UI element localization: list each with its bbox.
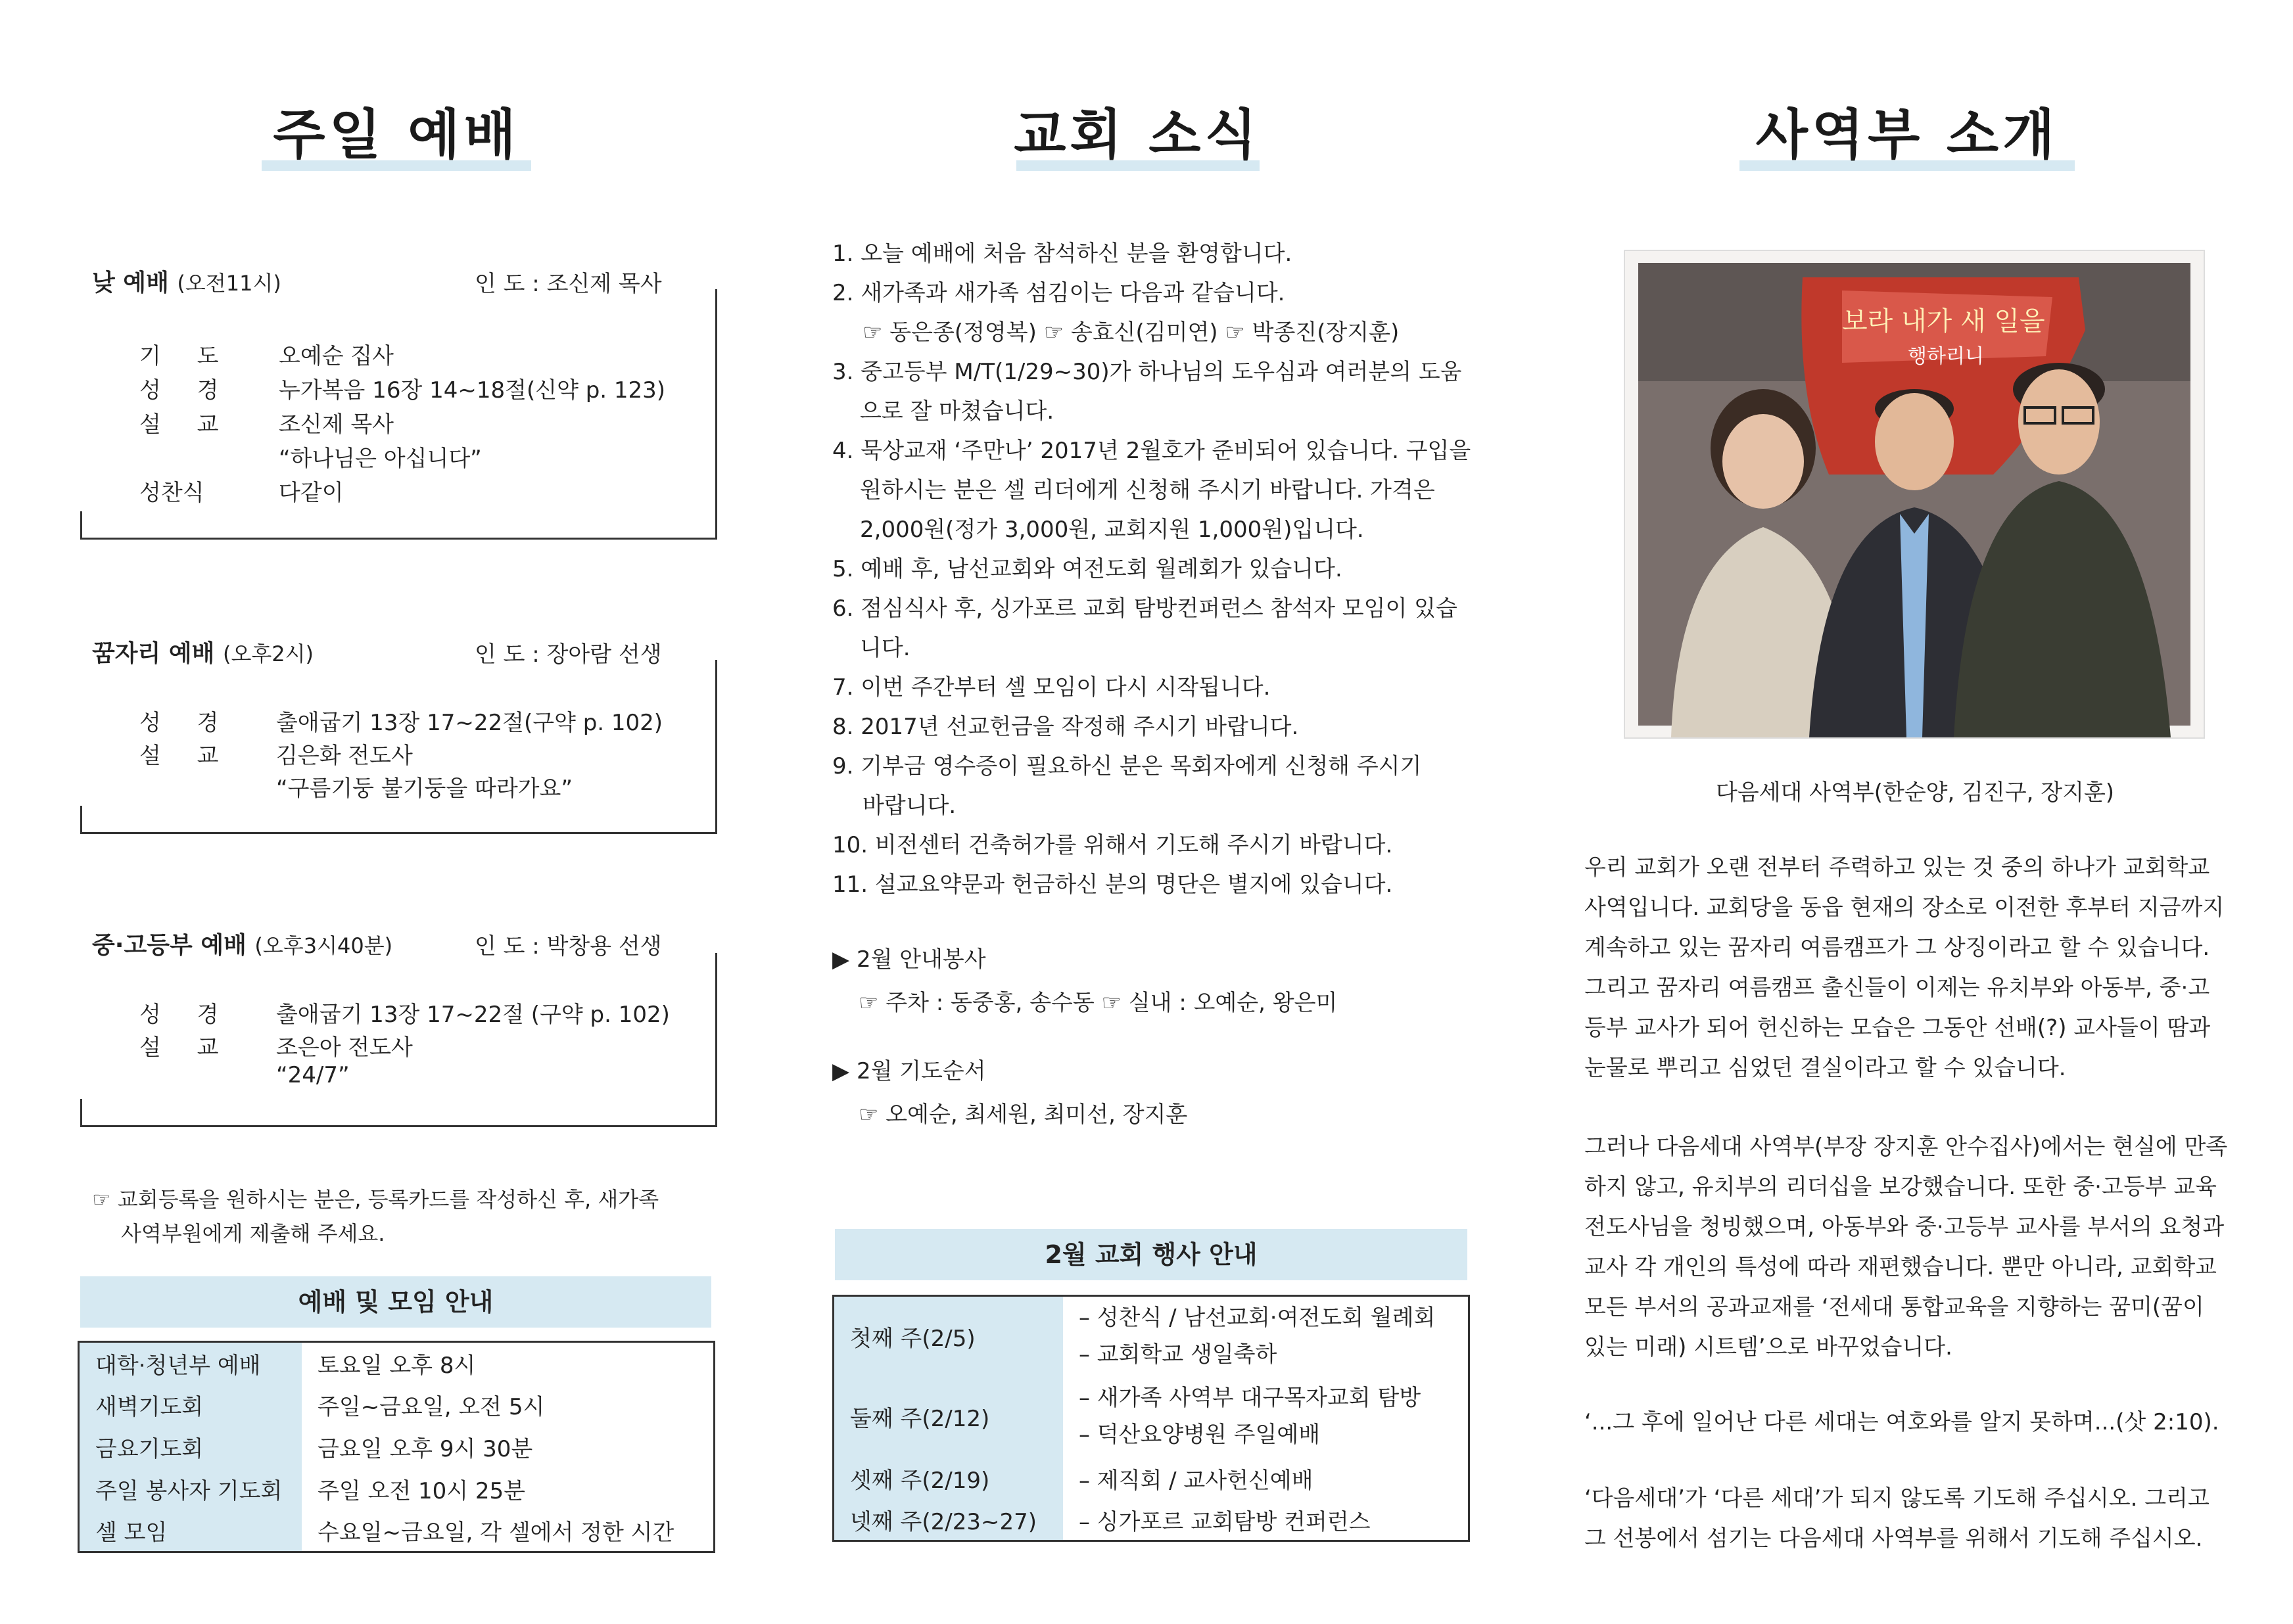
paragraph-line: 교사 각 개인의 특성에 따라 재편했습니다. 뿐만 아니라, 교회학교 — [1584, 1254, 2217, 1280]
service-1-value-5: 다같이 — [279, 480, 344, 506]
paragraph-line: 하지 않고, 유치부의 리더십을 보강했습니다. 또한 중·고등부 교육 — [1584, 1174, 2217, 1200]
news-item: 니다. — [860, 635, 910, 661]
meetings-table — [78, 1341, 715, 1553]
paragraph-line: 등부 교사가 되어 헌신하는 모습은 그동안 선배(?) 교사들이 땀과 — [1584, 1015, 2211, 1041]
meeting-name: 셀 모임 — [79, 1510, 302, 1552]
event-items — [1063, 1376, 1469, 1457]
service-1-value-2: 누가복음 16장 14~18절(신약 p. 123) — [279, 377, 666, 404]
paragraph-line: 그 선봉에서 섬기는 다음세대 사역부를 위해서 기도해 주십시오. — [1584, 1525, 2203, 1552]
paragraph-line: 전도사님을 청빙했으며, 아동부와 중·고등부 교사를 부서의 요청과 — [1584, 1214, 2225, 1240]
event-item: – 제직회 / 교사헌신예배 — [1079, 1467, 1313, 1494]
right-column-title: 사역부 소개 — [1755, 104, 2059, 166]
news-item: 11. 설교요약문과 헌금하신 분의 명단은 별지에 있습니다. — [832, 871, 1393, 898]
event-item: – 성찬식 / 남선교회·여전도회 월례회 — [1079, 1305, 1436, 1331]
news-item: 7. 이번 주간부터 셀 모임이 다시 시작됩니다. — [832, 674, 1271, 701]
news-item: 6. 점심식사 후, 싱가포르 교회 탐방컨퍼런스 참석자 모임이 있습 — [832, 595, 1457, 622]
service-2-value-1: 출애굽기 13장 17~22절(구약 p. 102) — [276, 710, 663, 736]
paragraph-line: 있는 미래) 시트템’으로 바꾸었습니다. — [1584, 1334, 1952, 1360]
news-item: 3. 중고등부 M/T(1/29~30)가 하나님의 도우심과 여러분의 도움 — [832, 359, 1462, 385]
table-row — [79, 1468, 715, 1510]
service-3-name: 중·고등부 예배 — [92, 932, 247, 959]
service-3-value-2: 조은아 전도사 — [276, 1034, 413, 1061]
table-row — [79, 1384, 715, 1426]
meeting-name: 대학·청년부 예배 — [79, 1342, 302, 1384]
service-1-name: 낮 예배 — [92, 269, 169, 296]
paragraph-line: 그러나 다음세대 사역부(부장 장지훈 안수집사)에서는 현실에 만족 — [1584, 1134, 2228, 1160]
service-2-value-3: “구름기둥 불기둥을 따라가요” — [276, 776, 573, 802]
intro-paragraph-1 — [1584, 848, 2224, 1088]
meeting-time: 주일 오전 10시 25분 — [318, 1478, 526, 1504]
paragraph-line: 그리고 꿈자리 여름캠프 출신들이 이제는 유치부와 아동부, 중·고 — [1584, 975, 2210, 1001]
registration-note-line2: 사역부원에게 제출해 주세요. — [121, 1221, 385, 1246]
event-item: – 덕산요양병원 주일예배 — [1079, 1422, 1321, 1448]
group-photo — [1624, 250, 2205, 739]
paragraph-line: 계속하고 있는 꿈자리 여름캠프가 그 상징이라고 할 수 있습니다. — [1584, 935, 2210, 961]
paragraph-line: 눈물로 뿌리고 심었던 결실이라고 할 수 있습니다. — [1584, 1055, 2066, 1081]
service-3-value-1: 출애굽기 13장 17~22절 (구약 p. 102) — [276, 1002, 670, 1028]
photo-caption: 다음세대 사역부(한순양, 김진구, 장지훈) — [1716, 779, 2115, 806]
service-2-value-2: 김은화 전도사 — [276, 743, 413, 769]
service-1-label-5: 성찬식 — [139, 480, 204, 506]
meetings-header: 예배 및 모임 안내 — [80, 1276, 711, 1328]
prayer-order-title: ▶ 2월 기도순서 — [832, 1058, 986, 1084]
prayer-order-line: ☞ 오예순, 최세원, 최미선, 장지훈 — [859, 1102, 1188, 1128]
intro-paragraph-2 — [1584, 1127, 2227, 1368]
events-header: 2월 교회 행사 안내 — [835, 1229, 1467, 1280]
news-item: 4. 묵상교재 ‘주만나’ 2017년 2월호가 준비되어 있습니다. 구입을 — [832, 438, 1471, 464]
service-3-label-1: 성 경 — [139, 1002, 233, 1028]
service-1-time: (오전11시) — [177, 271, 281, 296]
event-item: – 교회학교 생일축하 — [1079, 1341, 1277, 1368]
event-week: 셋째 주(2/19) — [834, 1457, 1064, 1499]
event-week: 첫째 주(2/5) — [834, 1296, 1064, 1376]
paragraph-line: 모든 부서의 공과교재를 ‘전세대 통합교육을 지향하는 꿈미(꿈이 — [1584, 1294, 2204, 1320]
service-1-label-2: 성 경 — [139, 377, 233, 404]
event-item: – 새가족 사역부 대구목자교회 탐방 — [1079, 1385, 1421, 1411]
intro-paragraph-3 — [1584, 1479, 2210, 1559]
service-3-leader: 인 도 : 박창용 선생 — [475, 933, 662, 960]
table-row — [834, 1457, 1469, 1499]
service-3-label-2: 설 교 — [139, 1034, 233, 1061]
table-row — [834, 1499, 1469, 1541]
table-row — [834, 1296, 1469, 1376]
news-item: 9. 기부금 영수증이 필요하신 분은 목회자에게 신청해 주시기 — [832, 753, 1422, 779]
service-1-value-1: 오예순 집사 — [279, 343, 394, 369]
service-volunteer-line: ☞ 주차 : 동중홍, 송수동 ☞ 실내 : 오예순, 왕은미 — [859, 990, 1338, 1016]
service-3-value-3: “24/7” — [276, 1062, 350, 1088]
service-2-time: (오후2시) — [222, 641, 314, 666]
meeting-name: 주일 봉사자 기도회 — [79, 1468, 302, 1510]
service-3-time: (오후3시40분) — [254, 933, 393, 958]
service-1-value-3: 조신제 목사 — [279, 411, 394, 438]
table-row — [834, 1376, 1469, 1457]
bible-quote: ‘...그 후에 일어난 다른 세대는 여호와를 알지 못하며...(삿 2:10). — [1584, 1409, 2219, 1435]
table-row — [79, 1510, 715, 1552]
service-1-leader: 인 도 : 조신제 목사 — [475, 271, 662, 297]
service-1-label-3: 설 교 — [139, 411, 233, 438]
group-photo-image — [1625, 251, 2204, 737]
meeting-time: 주일~금요일, 오전 5시 — [318, 1394, 545, 1420]
service-1-label-1: 기 도 — [139, 343, 233, 369]
banner-text-1: 보라 내가 새 일을 — [1842, 306, 2045, 336]
meeting-time: 토요일 오후 8시 — [318, 1352, 476, 1379]
news-item: 1. 오늘 예배에 처음 참석하신 분을 환영합니다. — [832, 241, 1292, 267]
service-volunteer-title: ▶ 2월 안내봉사 — [832, 946, 986, 973]
service-2-name: 꿈자리 예배 — [92, 640, 215, 667]
left-column-title: 주일 예배 — [273, 104, 520, 166]
meeting-time: 수요일~금요일, 각 셀에서 정한 시간 — [318, 1520, 674, 1546]
service-2-label-2: 설 교 — [139, 743, 233, 769]
news-item: 5. 예배 후, 남선교회와 여전도회 월례회가 있습니다. — [832, 556, 1342, 582]
news-item: 원하시는 분은 셀 리더에게 신청해 주시기 바랍니다. 가격은 — [860, 477, 1435, 503]
meeting-name: 금요기도회 — [79, 1426, 302, 1468]
meeting-name: 새벽기도회 — [79, 1384, 302, 1426]
news-item: 2,000원(정가 3,000원, 교회지원 1,000원)입니다. — [860, 517, 1364, 543]
event-week: 넷째 주(2/23~27) — [834, 1499, 1064, 1541]
table-row — [79, 1342, 715, 1384]
paragraph-line: 우리 교회가 오랜 전부터 주력하고 있는 것 중의 하나가 교회학교 — [1584, 854, 2210, 881]
paragraph-line: ‘다음세대’가 ‘다른 세대’가 되지 않도록 기도해 주십시오. 그리고 — [1584, 1485, 2210, 1512]
meeting-time: 금요일 오후 9시 30분 — [318, 1436, 533, 1462]
service-2-label-1: 성 경 — [139, 710, 233, 736]
news-item: 바랍니다. — [863, 793, 957, 819]
events-table — [832, 1295, 1470, 1542]
middle-column-title: 교회 소식 — [1014, 104, 1261, 166]
table-row — [79, 1426, 715, 1468]
event-week: 둘째 주(2/12) — [834, 1376, 1064, 1457]
banner-text-2: 행하리니 — [1908, 345, 1984, 368]
news-item: 10. 비전센터 건축허가를 위해서 기도해 주시기 바랍니다. — [832, 832, 1393, 858]
paragraph-line: 사역입니다. 교회당을 동읍 현재의 장소로 이전한 후부터 지금까지 — [1584, 894, 2225, 921]
news-item: 2. 새가족과 새가족 섬김이는 다음과 같습니다. — [832, 280, 1285, 306]
registration-note-line1: ☞ 교회등록을 원하시는 분은, 등록카드를 작성하신 후, 새가족 — [92, 1187, 659, 1212]
news-item: 8. 2017년 선교헌금을 작정해 주시기 바랍니다. — [832, 714, 1299, 740]
news-item: ☞ 동은종(정영복) ☞ 송효신(김미연) ☞ 박종진(장지훈) — [863, 319, 1400, 346]
event-items — [1063, 1296, 1469, 1376]
service-2-leader: 인 도 : 장아람 선생 — [475, 641, 662, 668]
service-1-value-4: “하나님은 아십니다” — [279, 446, 482, 472]
event-item: – 싱가포르 교회탐방 컨퍼런스 — [1079, 1508, 1371, 1535]
news-item: 으로 잘 마쳤습니다. — [860, 398, 1054, 425]
